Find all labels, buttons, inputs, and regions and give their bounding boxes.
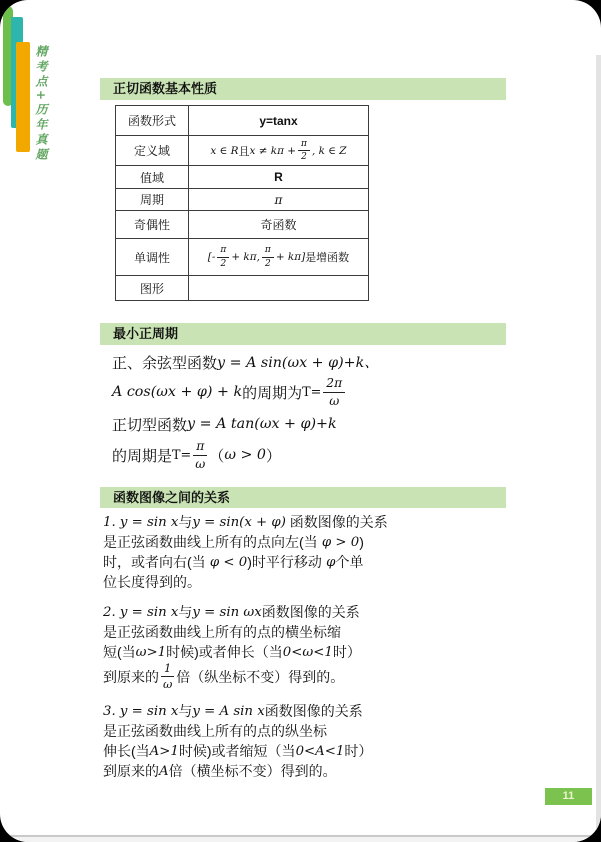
row-label: 图形: [116, 276, 189, 301]
table-row-monotonicity: [116, 239, 369, 276]
fraction: $\frac{1}{\omega}$: [162, 661, 173, 692]
table-row-range: [116, 166, 369, 189]
row-label: 周期: [116, 189, 189, 211]
fraction: $\frac{\pi}{\omega}$: [193, 439, 207, 470]
row-label: 函数形式: [116, 106, 189, 136]
section-title-tangent-properties: 正切函数基本性质: [100, 78, 506, 100]
fraction: $\frac{\pi}{2}$: [262, 245, 274, 269]
row-value: π: [189, 189, 369, 211]
table-row-function-form: [116, 106, 369, 136]
sidebar-vertical-slogan: 精考点+历年真题: [34, 45, 48, 164]
row-value-empty: [189, 276, 369, 301]
row-value: x ∈ R 且 x ≠ kπ + $\frac{\pi}{2}$ , k ∈ Z: [189, 136, 369, 166]
min-period-text: 正、余弦型函数 y = A sin(ωx + φ)+k、 A cos(ωx + φ) + k 的周期为 T= $\frac{2\pi}{\omega}$ 正切型函数 y = A tan(ωx + φ)+k 的周期是 T= $\frac{\pi}{\omega}$ （ ω > 0 ）: [112, 354, 379, 471]
row-label: 单调性: [116, 239, 189, 276]
table-row-domain: [116, 136, 369, 166]
row-value: 奇函数: [189, 211, 369, 239]
fraction: $\frac{\pi}{2}$: [217, 245, 229, 269]
fraction: $\frac{2\pi}{\omega}$: [323, 376, 345, 407]
tangent-properties-table: [115, 105, 369, 301]
relation-paragraph-1: 1. y = sin x 与 y = sin(x + φ) 函数图像的关系 是正弦函数曲线上所有的点向左(当 φ > 0 ) 时，或者向右(当 φ < 0 )时平行移动 φ 个单 位长度得到的。: [103, 514, 388, 590]
row-value: R: [189, 166, 369, 189]
section-title-min-period: 最小正周期: [100, 323, 506, 345]
decor-bar-yellow: [16, 42, 30, 152]
table-row-parity: [116, 211, 369, 239]
section-title-graph-relations: 函数图像之间的关系: [100, 487, 506, 508]
page-number-badge: 11: [545, 788, 592, 805]
row-value: y=tanx: [189, 106, 369, 136]
table-row-period: [116, 189, 369, 211]
page-right-edge: [596, 55, 601, 836]
graph-relations-text: [103, 512, 438, 791]
row-label: 定义域: [116, 136, 189, 166]
row-label: 奇偶性: [116, 211, 189, 239]
fraction: $\frac{\pi}{2}$: [298, 139, 310, 163]
row-value: [- $\frac{\pi}{2}$ + kπ, $\frac{\pi}{2}$ + kπ] 是增函数: [189, 239, 369, 276]
table-row-graph: [116, 276, 369, 301]
page-bottom-margin: [0, 837, 601, 842]
relation-paragraph-3: 3. y = sin x 与 y = A sin x 函数图像的关系 是正弦函数曲线上所有的点的纵坐标 伸长(当 A>1 时候)或者缩短（当 0<A<1 时） 到原来的 A 倍（横坐标不变）得到的。: [103, 703, 373, 780]
relation-paragraph-2: 2. y = sin x 与 y = sin ωx 函数图像的关系 是正弦函数曲线上所有的点的横坐标缩 短(当 ω>1 时候)或者伸长（当 0<ω<1 时） 到原来的 $\frac{1}{\omega}$ 倍（纵坐标不变）得到的。: [103, 604, 361, 692]
row-label: 值域: [116, 166, 189, 189]
